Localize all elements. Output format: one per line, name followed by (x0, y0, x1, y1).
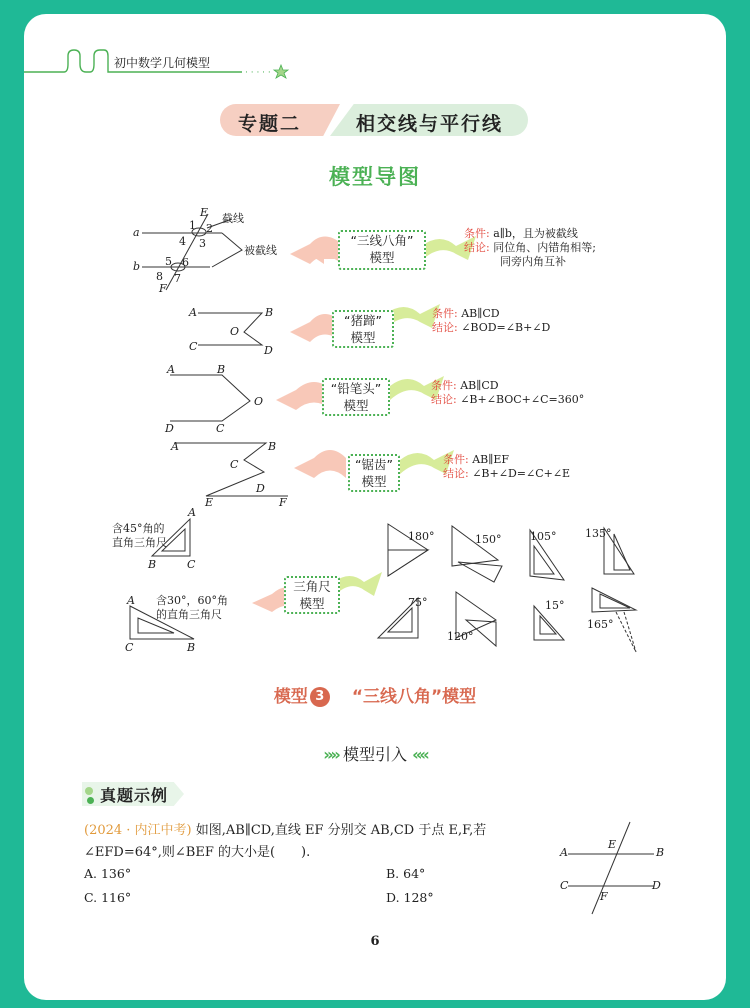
fig1-angle-4: 4 (179, 235, 186, 248)
fig1-label-a: a (133, 226, 140, 239)
book-title: 初中数学几何模型 (114, 56, 211, 70)
map-title: 模型导图 (329, 165, 421, 189)
model-2-conditions: 条件: AB∥CD 结论: ∠BOD=∠B+∠D (432, 307, 551, 334)
model-heading: 模型 3 “三线八角”模型 (273, 687, 477, 707)
fig1-angle-7: 7 (174, 272, 181, 285)
fig2-label-C: C (189, 340, 198, 353)
qfig-label-D: D (652, 879, 661, 892)
t45-note: 含45°角的 直角三角尺 (112, 522, 167, 549)
fig3-label-B: B (217, 363, 226, 376)
fig1-angle-1: 1 (189, 219, 196, 232)
page-number: 6 (370, 934, 380, 949)
angle-150: 150° (475, 533, 502, 546)
t45-label-B: B (148, 558, 157, 571)
chapter-title: 相交线与平行线 (356, 113, 504, 135)
qfig-label-F: F (600, 890, 608, 903)
fig3-label-O: O (254, 395, 264, 408)
angle-165: 165° (587, 618, 614, 631)
fig2-label-D: D (264, 344, 273, 357)
qfig-label-C: C (560, 879, 569, 892)
real-exam-label: 真题示例 (100, 786, 169, 805)
qfig-label-B: B (656, 846, 665, 859)
model-1-conditions: 条件: a∥b，且为被截线 结论: 同位角、内错角相等; 同旁内角互补 (464, 227, 596, 268)
fig4-label-B: B (268, 440, 277, 453)
angle-105: 105° (530, 530, 557, 543)
option-A[interactable]: A. 136° (84, 866, 132, 881)
fig3-label-A: A (167, 363, 175, 376)
fig-pencil-head (170, 375, 250, 421)
fig4-label-E: E (205, 496, 214, 509)
fig2-label-A: A (189, 306, 197, 319)
fig4-label-D: D (256, 482, 265, 495)
fig1-angle-6: 6 (182, 256, 189, 269)
left-arrows (276, 237, 346, 479)
option-C[interactable]: C. 116° (84, 890, 132, 905)
section-title: »» 模型引入 «« (323, 745, 427, 764)
model-box-pencil-head: “铅笔头” 模型 (322, 378, 390, 416)
fig4-label-A: A (171, 440, 179, 453)
fig1-transversal-label: 截线 (222, 212, 244, 225)
t30-label-C: C (125, 641, 134, 654)
fig1-label-b: b (133, 260, 141, 273)
fig3-label-D: D (165, 422, 174, 435)
fig1-angle-5: 5 (165, 255, 172, 268)
qfig-label-E: E (608, 838, 617, 851)
angle-135: 135° (585, 527, 612, 540)
t45-label-C: C (187, 558, 196, 571)
fig4-label-C: C (230, 458, 239, 471)
t30-label-B: B (187, 641, 196, 654)
model-3-conditions: 条件: AB∥CD 结论: ∠B+∠BOC+∠C=360° (431, 379, 585, 406)
t30-label-A: A (127, 594, 135, 607)
fig1-angle-2: 2 (206, 222, 213, 235)
chapter-label: 专题二 (238, 113, 302, 135)
fig2-label-B: B (265, 306, 274, 319)
angle-75: 75° (408, 596, 428, 609)
fig1-cut-label: 被截线 (244, 244, 277, 257)
angle-15: 15° (545, 599, 565, 612)
option-D[interactable]: D. 128° (386, 890, 434, 905)
fig1-angle-8: 8 (156, 270, 163, 283)
model-box-saw-tooth: “锯齿” 模型 (348, 454, 400, 492)
angle-180: 180° (408, 530, 435, 543)
page (24, 14, 726, 1000)
fig1-label-E: E (200, 206, 209, 219)
option-B[interactable]: B. 64° (386, 866, 426, 881)
t30-note: 含30°，60°角 的直角三角尺 (156, 594, 228, 621)
model-4-conditions: 条件: AB∥EF 结论: ∠B+∠D=∠C+∠E (443, 453, 571, 480)
qfig-label-A: A (560, 846, 568, 859)
question-text: (2024 · 内江中考) 如图,AB∥CD,直线 EF 分别交 AB,CD 于点 E,F,若∠EFD=64°,则∠BEF 的大小是( ). (84, 823, 487, 860)
t45-label-A: A (188, 506, 196, 519)
model-box-triangle-ruler: 三角尺 模型 (284, 576, 340, 614)
fig2-label-O: O (230, 325, 240, 338)
svg-text:· · · · ·: · · · · · (245, 68, 271, 78)
angle-120: 120° (447, 630, 474, 643)
model-box-pig-trotter: “猪蹄” 模型 (332, 310, 394, 348)
fig4-label-F: F (279, 496, 287, 509)
fig1-label-F: F (159, 282, 167, 295)
question-figure (568, 822, 654, 914)
model-box-three-lines: “三线八角” 模型 (338, 230, 426, 270)
fig3-label-C: C (216, 422, 225, 435)
right-arrows (334, 236, 476, 596)
fig1-angle-3: 3 (199, 237, 206, 250)
